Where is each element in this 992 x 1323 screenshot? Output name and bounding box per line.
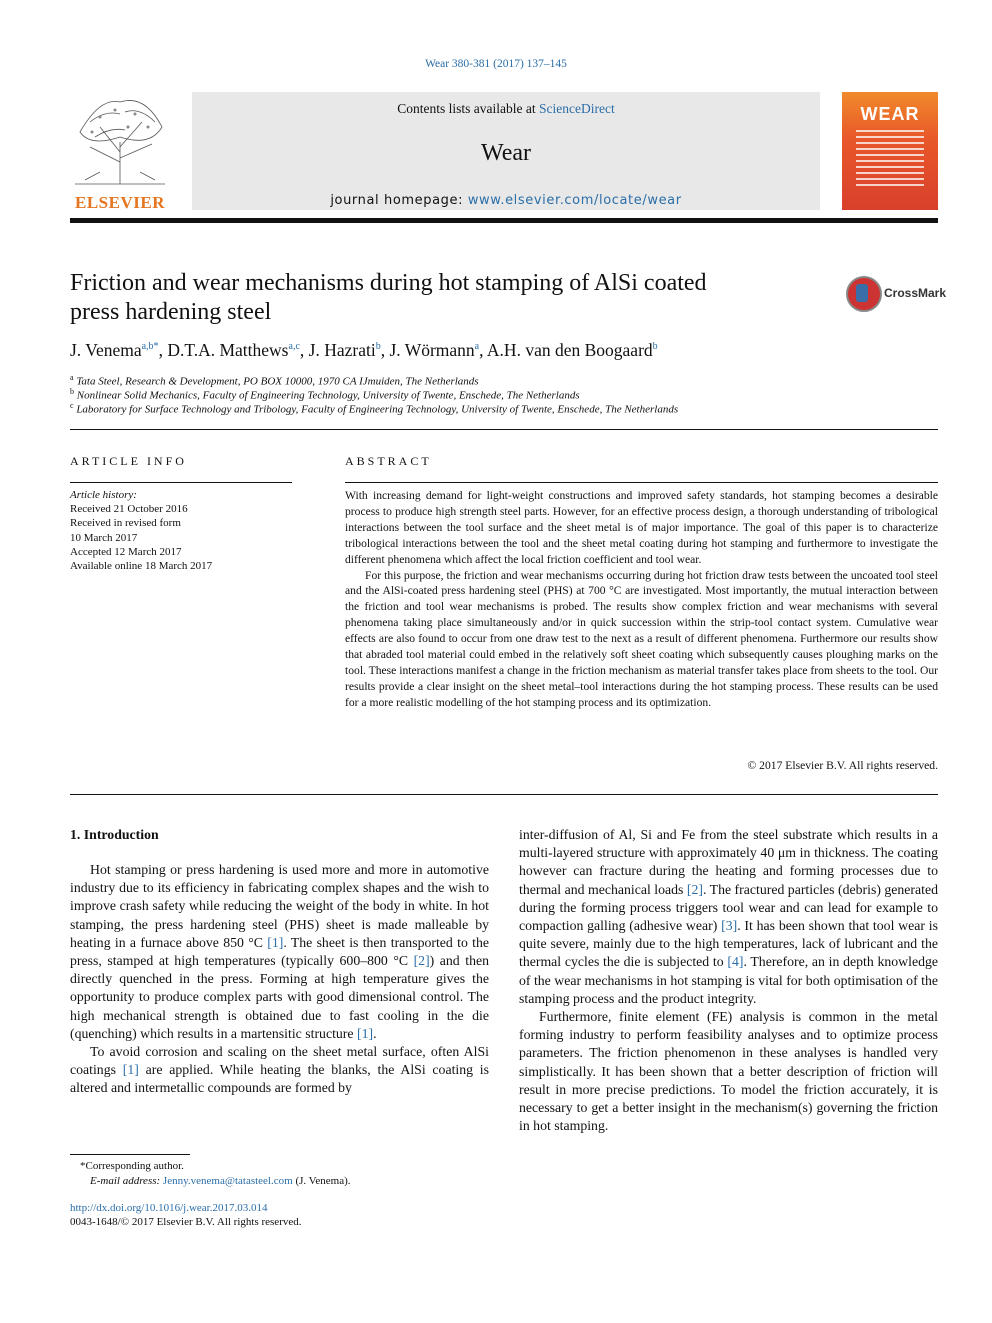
title-line-1: Friction and wear mechanisms during hot stamping of AlSi coated bbox=[70, 270, 707, 296]
body-right-column bbox=[519, 826, 938, 1135]
history-item: Received 21 October 2016 bbox=[70, 503, 188, 516]
body-left-column bbox=[70, 861, 489, 1098]
history-label: Article history: bbox=[70, 489, 137, 501]
body-paragraph bbox=[519, 826, 938, 1008]
elsevier-logo bbox=[70, 92, 170, 212]
contents-prefix: Contents lists available at bbox=[397, 101, 539, 116]
affiliation bbox=[70, 387, 580, 402]
body-paragraph bbox=[70, 1043, 489, 1098]
author[interactable]: J. Hazrati bbox=[308, 340, 376, 360]
homepage-line bbox=[192, 193, 820, 208]
abstract-divider bbox=[345, 482, 938, 483]
affil-sup: b bbox=[70, 387, 74, 396]
doi-line bbox=[70, 1202, 267, 1214]
corresponding-text: Corresponding author. bbox=[85, 1160, 184, 1172]
author-affil-sup[interactable]: a bbox=[474, 341, 480, 353]
elsevier-wordmark: ELSEVIER bbox=[75, 193, 165, 212]
citation-link[interactable]: [2] bbox=[413, 953, 430, 969]
citation-link[interactable]: [2] bbox=[686, 881, 703, 897]
asterisk-marker: * bbox=[80, 1160, 86, 1172]
history-item: Accepted 12 March 2017 bbox=[70, 545, 182, 558]
citation-link[interactable]: [3] bbox=[721, 918, 738, 934]
journal-reference[interactable]: Wear 380-381 (2017) 137–145 bbox=[425, 58, 567, 70]
homepage-link[interactable]: www.elsevier.com/locate/wear bbox=[467, 193, 682, 208]
journal-title: Wear bbox=[480, 140, 532, 166]
text-run: . The fractured particles (debris) generated during the forming process triggers tool wear and can lead for example to compaction galling (adhesive wear) bbox=[519, 881, 938, 934]
abstract-heading: ABSTRACT bbox=[345, 454, 432, 468]
homepage-prefix: journal homepage: bbox=[330, 193, 468, 208]
author-affil-sup[interactable]: a,c bbox=[288, 341, 300, 353]
author-affil-sup[interactable]: a,b* bbox=[141, 341, 159, 353]
email-suffix: (J. Venema). bbox=[292, 1175, 351, 1187]
crossmark-icon bbox=[846, 276, 882, 312]
article-title bbox=[70, 269, 830, 327]
affil-text: Nonlinear Solid Mechanics, Faculty of Engineering Technology, University of Twente, Enschede, The Netherlands bbox=[76, 389, 580, 402]
header-divider bbox=[70, 218, 938, 223]
article-history bbox=[70, 488, 212, 573]
doi-link[interactable]: http://dx.doi.org/10.1016/j.wear.2017.03.014 bbox=[70, 1202, 268, 1214]
author[interactable]: J. Wörmann bbox=[389, 340, 475, 360]
text-run: . Therefore, an in depth knowledge of the wear mechanisms in hot stamping is vital for both optimisation of the stamping process and the product integrity. bbox=[519, 954, 938, 1006]
text-run: To avoid corrosion and scaling on the sheet metal surface, often AlSi coatings bbox=[70, 1044, 489, 1078]
body-paragraph: Furthermore, finite element (FE) analysis is common in the metal forming industry to perform feasibility analyses and to optimize process parameters. The friction phenomenon in these analyses is handled very simplistically. It has been shown that a better description of friction will result in more precise predictions. To model the friction accurately, it is necessary to get a better insight in the mechanism(s) governing the friction in hot stamping. bbox=[519, 1009, 938, 1134]
corresponding-author-note bbox=[80, 1160, 184, 1172]
abstract-body bbox=[345, 488, 938, 711]
history-item: Available online 18 March 2017 bbox=[70, 560, 213, 573]
section-heading: 1. Introduction bbox=[70, 827, 159, 842]
issn-line: 0043-1648/© 2017 Elsevier B.V. All rights reserved. bbox=[70, 1216, 302, 1228]
author[interactable]: A.H. van den Boogaard bbox=[486, 340, 653, 360]
author-affil-sup[interactable]: b bbox=[652, 341, 658, 353]
citation-link[interactable]: [1] bbox=[356, 1025, 374, 1041]
citation-link[interactable]: [1] bbox=[122, 1062, 139, 1078]
history-item: Received in revised form bbox=[70, 517, 181, 530]
affil-sup: a bbox=[70, 373, 74, 382]
text-run: ) and then directly quenched in the press. Forming at high temperature gives the opportunity to produce complex parts with good dimensional control. The high mechanical strength is obtained due to fast cooling in the die (quenching) which results in a martensitic structure bbox=[70, 953, 489, 1041]
title-line-2: press hardening steel bbox=[70, 299, 272, 325]
crossmark-button[interactable] bbox=[846, 276, 946, 312]
text-run: Hot stamping or press hardening is used more and more in automotive industry due to its efficiency in fabricating complex shapes and the wish to improve crash safety while reducing the weight of the body in white. In hot stamping, the press hardening steel (PHS) sheet is made malleable by heating in a furnace above 850 °C bbox=[70, 862, 489, 950]
affil-text: Laboratory for Surface Technology and Tribology, Faculty of Engineering Technology, University of Twente, Enschede, The Netherlands bbox=[76, 403, 679, 416]
citation-link[interactable]: [1] bbox=[267, 934, 284, 950]
journal-cover-image[interactable] bbox=[842, 92, 938, 210]
article-info-heading: ARTICLE INFO bbox=[70, 454, 187, 468]
text-run: . The sheet is then transported to the press, stamped at high temperatures (typically 600–800 °C bbox=[70, 934, 489, 969]
affil-sup: c bbox=[70, 401, 74, 410]
abstract-paragraph: With increasing demand for light-weight constructions and improved safety standards, hot stamping becomes a desirable process to produce high strength steel parts. However, for an effective process design, a thorough understanding of tribological interactions between the tool surface and the sheet metal is of major importance. The goal of this paper is to characterize tribological interactions between the tool and the sheet metal coating during hot stamping and furthermore to investigate the different phenomena which affect the local friction coefficient and tool wear. bbox=[345, 489, 938, 566]
sciencedirect-link[interactable]: ScienceDirect bbox=[539, 101, 615, 116]
footnote-divider bbox=[70, 1154, 190, 1155]
author-affil-sup[interactable]: b bbox=[375, 341, 381, 353]
crossmark-label: CrossMark bbox=[884, 286, 947, 300]
cover-title: WEAR bbox=[860, 104, 920, 124]
elsevier-tree-icon bbox=[70, 92, 170, 186]
cover-text-lines bbox=[856, 130, 924, 190]
email-note bbox=[90, 1175, 351, 1187]
text-run: . It has been shown that tool wear is quite severe, mainly due to the high temperatures, lack of lubricant and the thermal cycles the die is subjected to bbox=[519, 918, 938, 970]
abstract-paragraph: For this purpose, the friction and wear mechanisms occurring during hot friction draw tests between the uncoated tool steel and the AlSi-coated press hardening steel (PHS) at 700 °C are investigated. Most importantly, the mutual interaction between the friction and tool wear mechanisms is probed. The results show complex friction and wear mechanisms with several phenomena taking place simultaneously and/or in quick succession within the strip-tool contact system. Cumulative wear effects are also found to occur from one draw test to the next as a result of different phenomena. Furthermore our results show that abraded tool material could embed in the relatively soft sheet coating which subsequently causes ploughing marks on the tool. These interactions manifest a change in the friction mechanism as material transfer takes place from sheets to the tool. Our results provide a clear insight on the sheet metal–tool interactions during the hot stamping process. These results can be used for a more realistic modelling of the hot stamping process and its optimization. bbox=[345, 568, 938, 709]
affiliation bbox=[70, 401, 678, 416]
author[interactable]: J. Venema bbox=[70, 340, 142, 360]
abstract-end-divider bbox=[70, 794, 938, 795]
affiliation bbox=[70, 373, 479, 388]
affiliation-divider bbox=[70, 429, 938, 430]
text-run: inter-diffusion of Al, Si and Fe from the steel substrate which results in a multi-layered structure with approximately 40 μm in thickness. The coating however can fracture during the heating and forming processes due to thermal and mechanical loads bbox=[519, 827, 938, 897]
body-paragraph bbox=[70, 861, 489, 1043]
article-info-divider bbox=[70, 482, 292, 483]
contents-line bbox=[192, 101, 820, 117]
author[interactable]: D.T.A. Matthews bbox=[167, 340, 289, 360]
journal-banner bbox=[192, 92, 820, 210]
text-run: are applied. While heating the blanks, the AlSi coating is altered and intermetallic compounds are formed by bbox=[70, 1062, 489, 1096]
abstract-copyright: © 2017 Elsevier B.V. All rights reserved. bbox=[747, 759, 938, 772]
text-run: . bbox=[373, 1025, 377, 1041]
email-label: E-mail address: bbox=[90, 1175, 163, 1187]
citation-link[interactable]: [4] bbox=[727, 954, 744, 970]
author-list: J. Venema$^{a,b*}$, D.T.A. Matthews$^{a,c}$, J. Hazrati$^b$, J. Wörmann$^a$, A.H. van den Boogaard$^b$ bbox=[70, 340, 658, 360]
email-link[interactable]: Jenny.venema@tatasteel.com bbox=[162, 1175, 293, 1187]
history-item: 10 March 2017 bbox=[70, 531, 138, 544]
affil-text: Tata Steel, Research & Development, PO BOX 10000, 1970 CA IJmuiden, The Netherlands bbox=[76, 375, 479, 388]
